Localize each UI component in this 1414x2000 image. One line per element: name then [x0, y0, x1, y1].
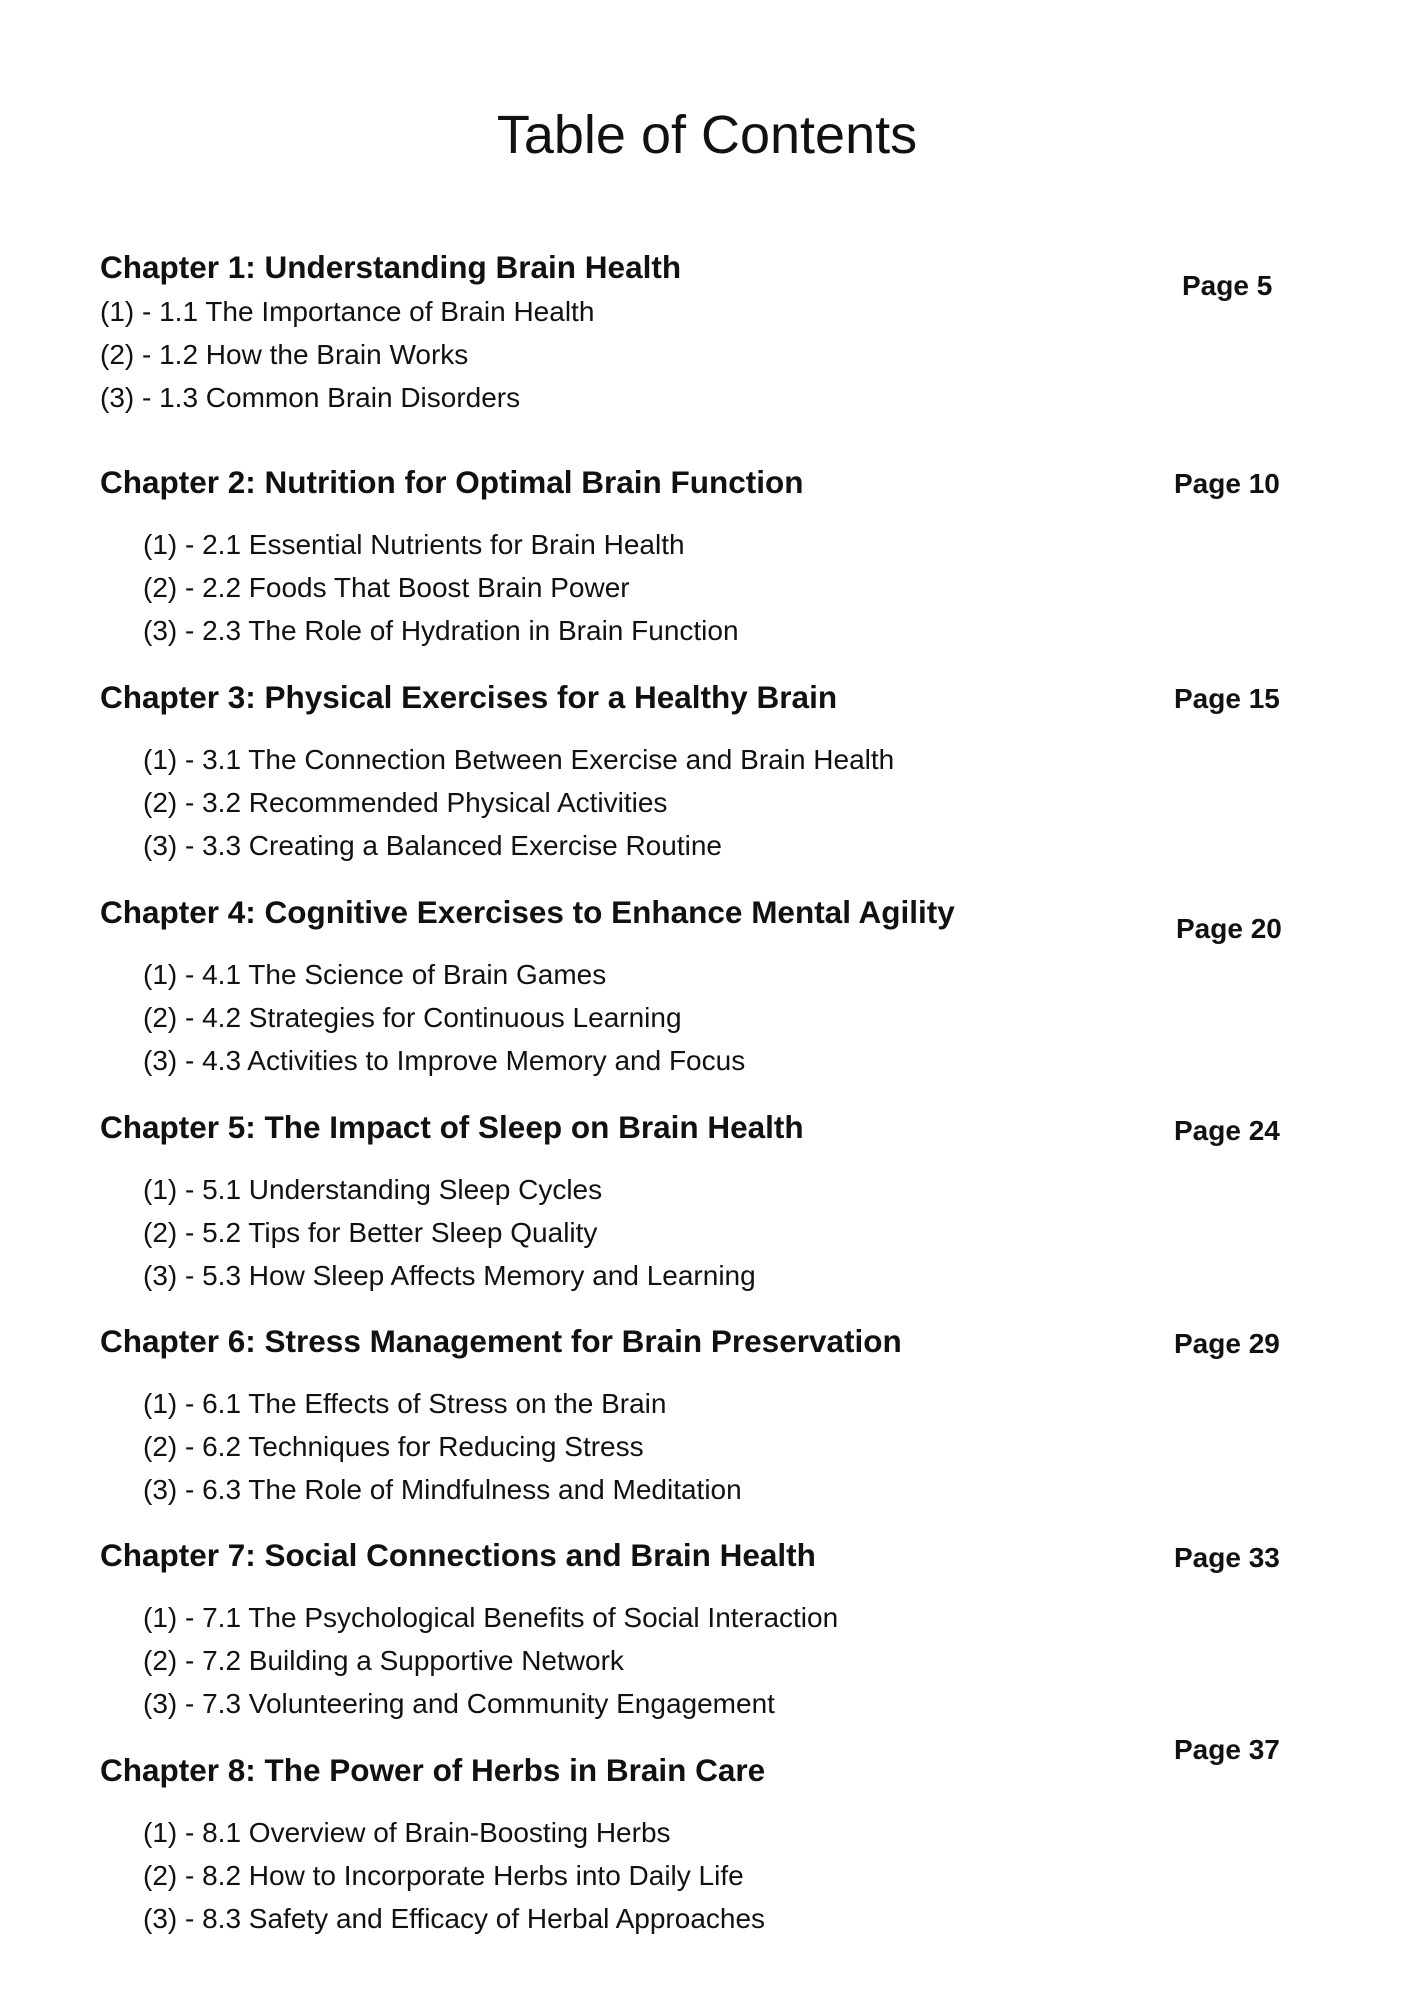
chapter-7-sections — [143, 1596, 838, 1725]
section-item: (1) - 5.1 Understanding Sleep Cycles — [143, 1174, 603, 1205]
section-item: (1) - 2.1 Essential Nutrients for Brain Health — [143, 529, 685, 560]
section-item: (2) - 4.2 Strategies for Continuous Learning — [143, 1002, 682, 1033]
section-item: (2) - 3.2 Recommended Physical Activities — [143, 787, 668, 818]
chapter-4-heading: Chapter 4: Cognitive Exercises to Enhance Mental Agility — [100, 894, 955, 930]
page-title: Table of Contents — [496, 105, 918, 165]
section-item: (2) - 7.2 Building a Supportive Network — [143, 1645, 624, 1676]
section-item: (3) - 8.3 Safety and Efficacy of Herbal Approaches — [143, 1903, 766, 1934]
chapter-6-page: Page 29 — [1174, 1328, 1280, 1359]
section-item: (1) - 6.1 The Effects of Stress on the Brain — [143, 1388, 667, 1419]
chapter-5-heading: Chapter 5: The Impact of Sleep on Brain Health — [100, 1109, 804, 1145]
chapter-2-heading: Chapter 2: Nutrition for Optimal Brain Function — [100, 464, 804, 500]
chapter-5-sections — [143, 1168, 756, 1297]
chapter-4-sections — [143, 953, 745, 1082]
section-item: (1) - 1.1 The Importance of Brain Health — [100, 296, 595, 327]
chapter-7-heading: Chapter 7: Social Connections and Brain Health — [100, 1537, 816, 1573]
section-item: (3) - 1.3 Common Brain Disorders — [100, 382, 521, 413]
section-item: (2) - 6.2 Techniques for Reducing Stress — [143, 1431, 644, 1462]
chapter-7-page: Page 33 — [1174, 1542, 1280, 1573]
section-item: (2) - 8.2 How to Incorporate Herbs into Daily Life — [143, 1860, 744, 1891]
section-item: (3) - 5.3 How Sleep Affects Memory and Learning — [143, 1260, 756, 1291]
chapter-2-sections — [143, 523, 739, 652]
section-item: (3) - 3.3 Creating a Balanced Exercise Routine — [143, 830, 722, 861]
section-item: (3) - 7.3 Volunteering and Community Engagement — [143, 1688, 775, 1719]
chapter-3-sections — [143, 738, 894, 867]
section-item: (3) - 6.3 The Role of Mindfulness and Meditation — [143, 1474, 742, 1505]
chapter-6-sections — [143, 1382, 742, 1511]
section-item: (2) - 1.2 How the Brain Works — [100, 339, 469, 370]
chapter-8-sections — [143, 1811, 765, 1940]
section-item: (1) - 7.1 The Psychological Benefits of Social Interaction — [143, 1602, 839, 1633]
section-item: (2) - 2.2 Foods That Boost Brain Power — [143, 572, 630, 603]
section-item: (1) - 4.1 The Science of Brain Games — [143, 959, 607, 990]
chapter-2-page: Page 10 — [1174, 468, 1280, 499]
chapter-8-page: Page 37 — [1174, 1734, 1280, 1765]
chapter-5-page: Page 24 — [1174, 1115, 1280, 1146]
chapter-1-sections — [100, 290, 594, 419]
chapter-4-page: Page 20 — [1176, 913, 1282, 944]
section-item: (1) - 3.1 The Connection Between Exercise and Brain Health — [143, 744, 895, 775]
chapter-8-heading: Chapter 8: The Power of Herbs in Brain Care — [100, 1752, 766, 1788]
section-item: (3) - 4.3 Activities to Improve Memory and Focus — [143, 1045, 746, 1076]
chapter-3-page: Page 15 — [1174, 683, 1280, 714]
chapter-1-heading: Chapter 1: Understanding Brain Health — [100, 249, 682, 285]
section-item: (1) - 8.1 Overview of Brain-Boosting Herbs — [143, 1817, 671, 1848]
section-item: (2) - 5.2 Tips for Better Sleep Quality — [143, 1217, 598, 1248]
section-item: (3) - 2.3 The Role of Hydration in Brain Function — [143, 615, 739, 646]
chapter-1-page: Page 5 — [1182, 270, 1273, 301]
chapter-3-heading: Chapter 3: Physical Exercises for a Healthy Brain — [100, 679, 838, 715]
chapter-6-heading: Chapter 6: Stress Management for Brain Preservation — [100, 1323, 902, 1359]
